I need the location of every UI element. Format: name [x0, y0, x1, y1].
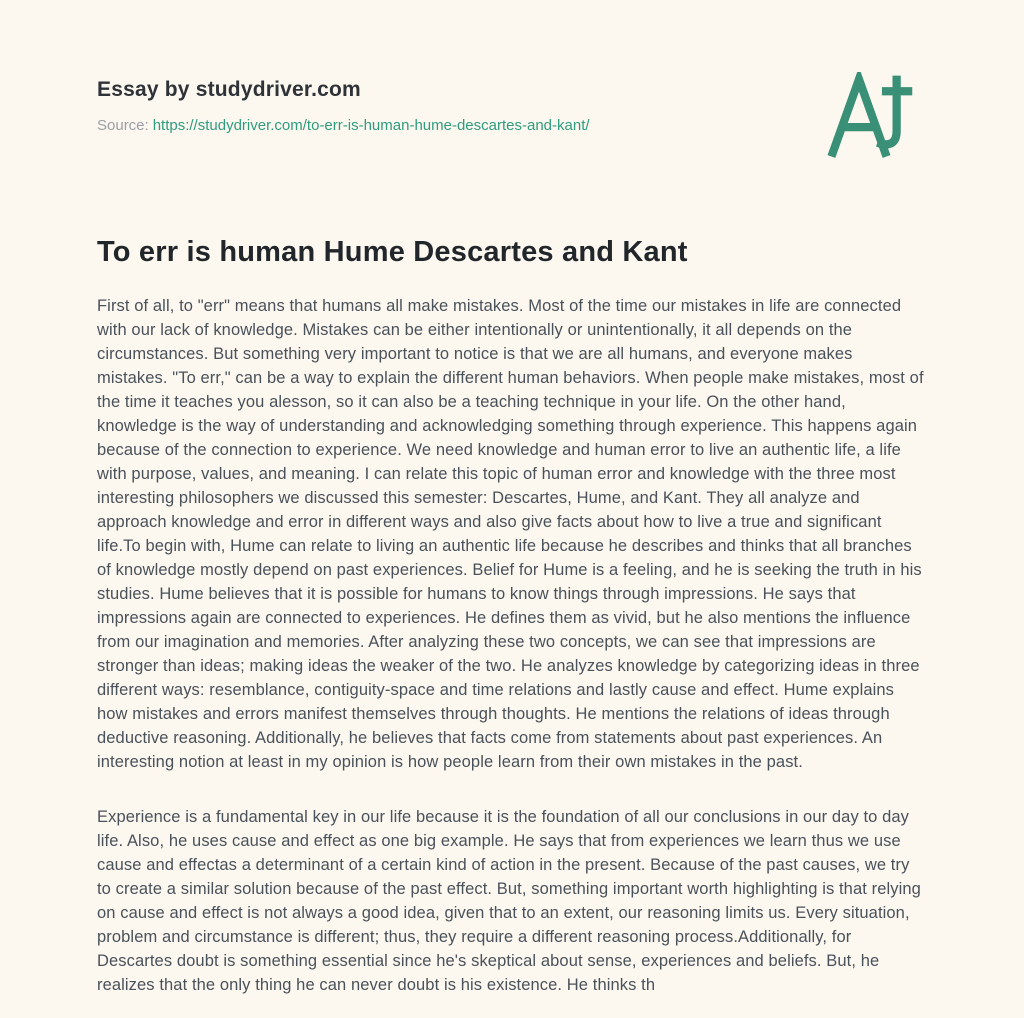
article-paragraph: Experience is a fundamental key in our life because it is the foundation of all our conclusions in our day to day life. Also, he uses cause and effect as one big example. He says that from experiences we learn thus we use cause and effectas a determinant of a certain kind of action in the present. Because of the past causes, we try to create a similar solution because of the past effect. But, something important worth highlighting is that relying on cause and effect is not always a good idea, given that to an extent, our reasoning limits us. Every situation, problem and circumstance is different; thus, they require a different reasoning process.Additionally, for Descartes doubt is something essential since he's skeptical about sense, experiences and beliefs. But, he realizes that the only thing he can never doubt is his existence. He thinks th	[97, 808, 921, 994]
source-label: Source:	[97, 117, 149, 134]
studydriver-logo-icon	[824, 72, 916, 162]
article-title: To err is human Hume Descartes and Kant	[97, 236, 688, 268]
byline: Essay by studydriver.com	[97, 78, 361, 101]
source-link[interactable]: https://studydriver.com/to-err-is-human-hume-descartes-and-kant/	[152, 117, 590, 134]
source-row	[97, 117, 927, 134]
article-body	[97, 294, 927, 997]
article-paragraph: First of all, to "err" means that humans all make mistakes. Most of the time our mistakes in life are connected with our lack of knowledge. Mistakes can be either intentionally or unintentionally, it all depends on the circumstances. But something very important to notice is that we are all humans, and everyone makes mistakes. "To err," can be a way to explain the different human behaviors. When people make mistakes, most of the time it teaches you alesson, so it can also be a teaching technique in your life. On the other hand, knowledge is the way of understanding and acknowledging something through experience. This happens again because of the connection to experience. We need knowledge and human error to live an authentic life, a life with purpose, values, and meaning. I can relate this topic of human error and knowledge with the three most interesting philosophers we discussed this semester: Descartes, Hume, and Kant. They all analyze and approach knowledge and error in different ways and also give facts about how to live a true and significant life.To begin with, Hume can relate to living an authentic life because he describes and thinks that all branches of knowledge mostly depend on past experiences. Belief for Hume is a feeling, and he is seeking the truth in his studies. Hume believes that it is possible for humans to know things through impressions. He says that impressions again are connected to experiences. He defines them as vivid, but he also mentions the influence from our imagination and memories. After analyzing these two concepts, we can see that impressions are stronger than ideas; making ideas the weaker of the two. He analyzes knowledge by categorizing ideas in three different ways: resemblance, contiguity-space and time relations and lastly cause and effect. Hume explains how mistakes and errors manifest themselves through thoughts. He mentions the relations of ideas through deductive reasoning. Additionally, he believes that facts come from statements about past experiences. An interesting notion at least in my opinion is how people learn from their own mistakes in the past.	[97, 297, 924, 771]
